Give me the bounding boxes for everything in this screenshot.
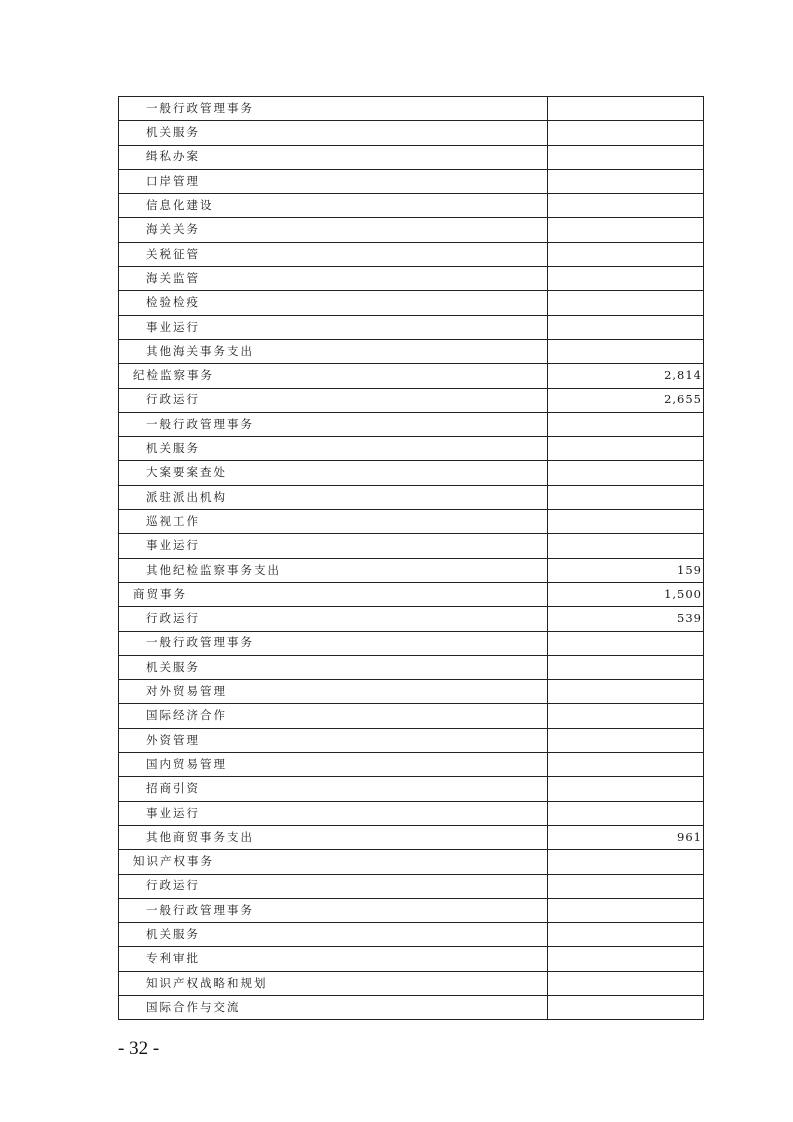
table-row bbox=[119, 315, 704, 339]
table-row bbox=[119, 850, 704, 874]
row-item-value bbox=[548, 242, 704, 266]
table-row bbox=[119, 704, 704, 728]
table-row bbox=[119, 607, 704, 631]
table-row bbox=[119, 97, 704, 121]
table-row bbox=[119, 218, 704, 242]
table-row bbox=[119, 388, 704, 412]
row-item-value bbox=[548, 850, 704, 874]
row-item-name: 机关服务 bbox=[119, 923, 548, 947]
row-item-value bbox=[548, 121, 704, 145]
row-item-name: 检验检疫 bbox=[119, 291, 548, 315]
table-row bbox=[119, 485, 704, 509]
table-row bbox=[119, 461, 704, 485]
table-row bbox=[119, 534, 704, 558]
row-item-value bbox=[548, 218, 704, 242]
table-row bbox=[119, 947, 704, 971]
row-item-value: 2,655 bbox=[548, 388, 704, 412]
row-item-value bbox=[548, 801, 704, 825]
row-item-value bbox=[548, 704, 704, 728]
row-item-value bbox=[548, 534, 704, 558]
table-row bbox=[119, 923, 704, 947]
table-row bbox=[119, 558, 704, 582]
row-item-name: 国际经济合作 bbox=[119, 704, 548, 728]
table-row bbox=[119, 874, 704, 898]
row-item-name: 巡视工作 bbox=[119, 510, 548, 534]
page-number: - 32 - bbox=[118, 1038, 160, 1059]
row-item-name: 机关服务 bbox=[119, 437, 548, 461]
row-item-name: 知识产权战略和规划 bbox=[119, 971, 548, 995]
table-row bbox=[119, 121, 704, 145]
row-item-name: 招商引资 bbox=[119, 777, 548, 801]
row-item-value bbox=[548, 898, 704, 922]
table-row bbox=[119, 801, 704, 825]
row-item-name: 纪检监察事务 bbox=[119, 364, 548, 388]
budget-table bbox=[118, 96, 704, 1020]
row-item-value bbox=[548, 631, 704, 655]
table-row bbox=[119, 291, 704, 315]
table-row bbox=[119, 437, 704, 461]
table-row bbox=[119, 995, 704, 1019]
row-item-value bbox=[548, 485, 704, 509]
row-item-name: 信息化建设 bbox=[119, 194, 548, 218]
row-item-name: 行政运行 bbox=[119, 874, 548, 898]
row-item-name: 国际合作与交流 bbox=[119, 995, 548, 1019]
table-row bbox=[119, 898, 704, 922]
row-item-value bbox=[548, 339, 704, 363]
row-item-name: 事业运行 bbox=[119, 534, 548, 558]
table-row bbox=[119, 825, 704, 849]
row-item-value bbox=[548, 291, 704, 315]
row-item-name: 知识产权事务 bbox=[119, 850, 548, 874]
row-item-name: 其他商贸事务支出 bbox=[119, 825, 548, 849]
row-item-name: 其他纪检监察事务支出 bbox=[119, 558, 548, 582]
row-item-value bbox=[548, 145, 704, 169]
row-item-name: 事业运行 bbox=[119, 315, 548, 339]
row-item-name: 事业运行 bbox=[119, 801, 548, 825]
table-row bbox=[119, 412, 704, 436]
row-item-value bbox=[548, 97, 704, 121]
row-item-value bbox=[548, 510, 704, 534]
row-item-name: 一般行政管理事务 bbox=[119, 898, 548, 922]
table-row bbox=[119, 655, 704, 679]
table-row bbox=[119, 631, 704, 655]
row-item-value bbox=[548, 461, 704, 485]
row-item-value: 1,500 bbox=[548, 582, 704, 606]
row-item-value bbox=[548, 437, 704, 461]
row-item-value bbox=[548, 753, 704, 777]
row-item-value bbox=[548, 315, 704, 339]
row-item-value: 961 bbox=[548, 825, 704, 849]
row-item-value: 2,814 bbox=[548, 364, 704, 388]
table-row bbox=[119, 194, 704, 218]
table-row bbox=[119, 777, 704, 801]
row-item-value bbox=[548, 169, 704, 193]
row-item-value bbox=[548, 412, 704, 436]
row-item-name: 对外贸易管理 bbox=[119, 680, 548, 704]
table-row bbox=[119, 145, 704, 169]
row-item-name: 大案要案查处 bbox=[119, 461, 548, 485]
row-item-name: 一般行政管理事务 bbox=[119, 631, 548, 655]
table-row bbox=[119, 753, 704, 777]
row-item-value bbox=[548, 995, 704, 1019]
row-item-value bbox=[548, 680, 704, 704]
row-item-value bbox=[548, 971, 704, 995]
row-item-name: 缉私办案 bbox=[119, 145, 548, 169]
row-item-name: 一般行政管理事务 bbox=[119, 412, 548, 436]
table-row bbox=[119, 510, 704, 534]
row-item-name: 其他海关事务支出 bbox=[119, 339, 548, 363]
table-row bbox=[119, 169, 704, 193]
row-item-name: 海关关务 bbox=[119, 218, 548, 242]
table-row bbox=[119, 680, 704, 704]
row-item-value bbox=[548, 194, 704, 218]
table-row bbox=[119, 267, 704, 291]
row-item-value: 159 bbox=[548, 558, 704, 582]
row-item-value bbox=[548, 874, 704, 898]
table-row bbox=[119, 971, 704, 995]
row-item-value bbox=[548, 923, 704, 947]
row-item-name: 一般行政管理事务 bbox=[119, 97, 548, 121]
row-item-name: 国内贸易管理 bbox=[119, 753, 548, 777]
row-item-name: 商贸事务 bbox=[119, 582, 548, 606]
row-item-name: 关税征管 bbox=[119, 242, 548, 266]
row-item-value bbox=[548, 777, 704, 801]
row-item-value bbox=[548, 728, 704, 752]
row-item-name: 行政运行 bbox=[119, 607, 548, 631]
row-item-name: 专利审批 bbox=[119, 947, 548, 971]
row-item-name: 派驻派出机构 bbox=[119, 485, 548, 509]
row-item-value bbox=[548, 267, 704, 291]
table-row bbox=[119, 339, 704, 363]
table-row bbox=[119, 242, 704, 266]
row-item-value bbox=[548, 947, 704, 971]
row-item-name: 口岸管理 bbox=[119, 169, 548, 193]
row-item-name: 行政运行 bbox=[119, 388, 548, 412]
table-row bbox=[119, 364, 704, 388]
row-item-value: 539 bbox=[548, 607, 704, 631]
row-item-name: 机关服务 bbox=[119, 655, 548, 679]
row-item-value bbox=[548, 655, 704, 679]
row-item-name: 外资管理 bbox=[119, 728, 548, 752]
table-row bbox=[119, 728, 704, 752]
table-body bbox=[119, 97, 704, 1020]
table-row bbox=[119, 582, 704, 606]
row-item-name: 海关监管 bbox=[119, 267, 548, 291]
row-item-name: 机关服务 bbox=[119, 121, 548, 145]
